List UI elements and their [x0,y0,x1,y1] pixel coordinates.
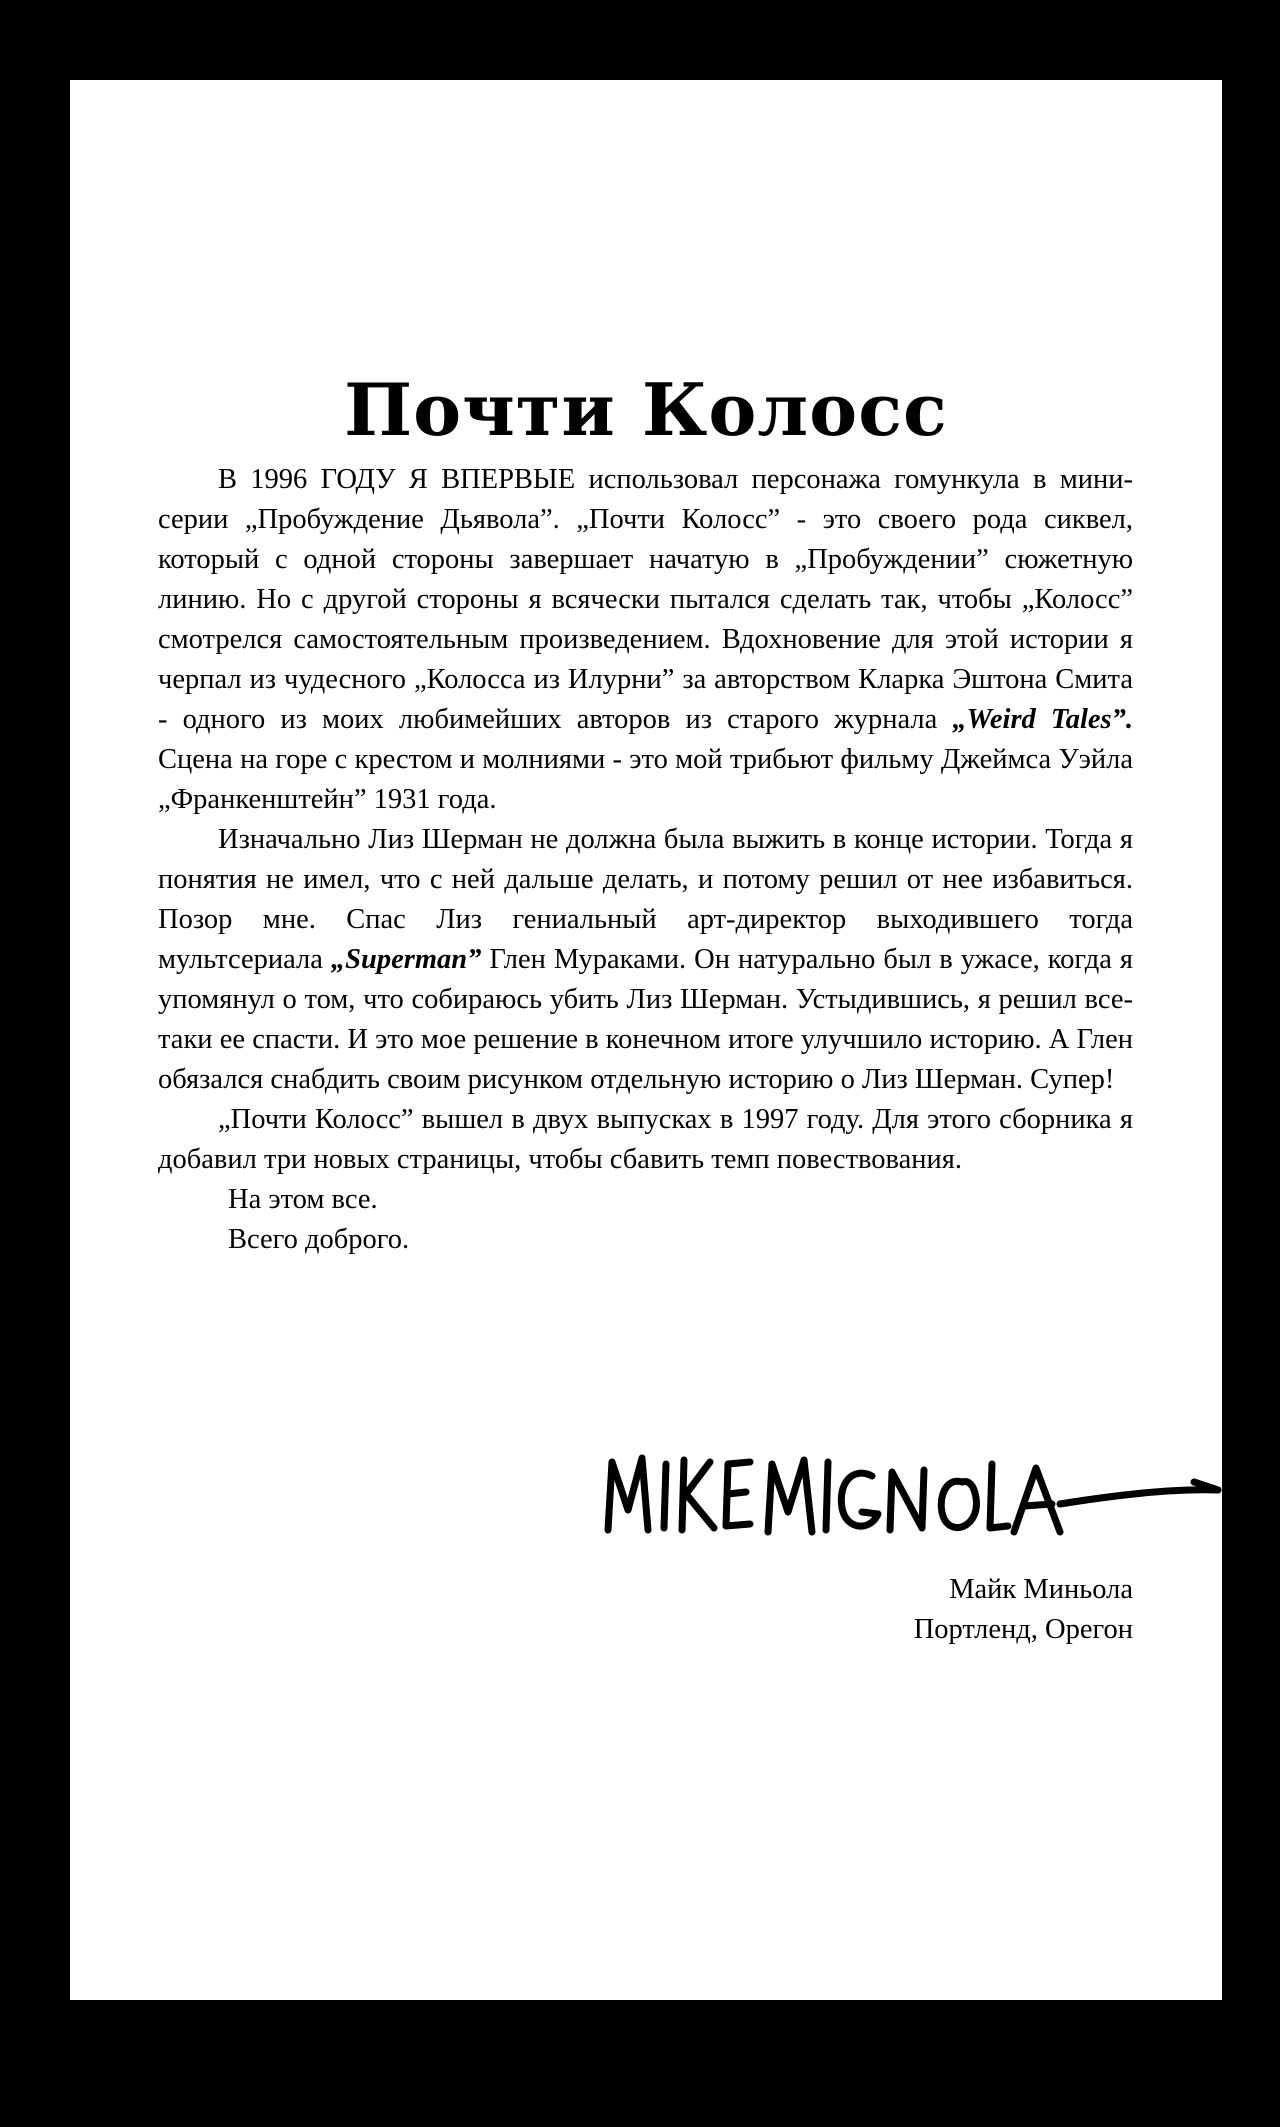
paragraph-5: Всего доброго. [228,1224,410,1255]
body-text [158,460,1133,1260]
paragraph-1-text-a: В 1996 ГОДУ Я ВПЕРВЫЕ использовал персонажа гомункула в мини-серии „Пробуждение Дьявола”. „Почти Колосс” - это своего рода сиквел, который с одной стороны завершает начатую в „Пробуждении” сюжетную линию. Но с другой стороны я всячески пытался сделать так, чтобы „Колосс” смотрелся самостоятельным произведением. Вдохновение для этой истории я черпал из чудесного „Колосса из Илурни” за авторством Кларка Эштона Смита - одного из моих любимейших авторов из старого журнала [158,464,1133,735]
paragraph-2 [158,820,1133,1100]
document-page [70,80,1222,2000]
page-title: Почти Колосс [344,367,948,452]
paragraph-3: „Почти Колосс” вышел в двух выпусках в 1997 году. Для этого сборника я добавил три новых страницы, чтобы сбавить темп повествования. [158,1104,1133,1175]
signature-block [914,1570,1133,1650]
paragraph-1-italic: „Weird Tales”. [952,704,1134,735]
paragraph-4: На этом все. [228,1184,378,1215]
paragraph-2-text-b: Глен Мураками. Он натурально был в ужасе, когда я упомянул о том, что собираюсь убить Лиз Шерман. Устыдившись, я решил все-таки ее спасти. И это мое решение в конечном итоге улучшило историю. А Глен обязался снабдить своим рисунком отдельную историю о Лиз Шерман. Супер! [158,944,1133,1095]
paragraph-2-text-a: Изначально Лиз Шерман не должна была выжить в конце истории. Тогда я понятия не имел, что с ней дальше делать, и потому решил от нее избавиться. Позор мне. Спас Лиз гениальный арт-директор выходившего тогда мультсериала [158,824,1133,975]
author-location: Портленд, Орегон [913,1614,1133,1645]
handwritten-signature [590,1432,1230,1552]
author-name: Майк Миньола [949,1574,1133,1605]
paragraph-2-italic: „Superman” [330,944,482,975]
paragraph-1-text-b: Сцена на горе с крестом и молниями - это мой трибьют фильму Джеймса Уэйла „Франкенштейн” 1931 года. [158,744,1133,815]
paragraph-1 [158,460,1133,820]
